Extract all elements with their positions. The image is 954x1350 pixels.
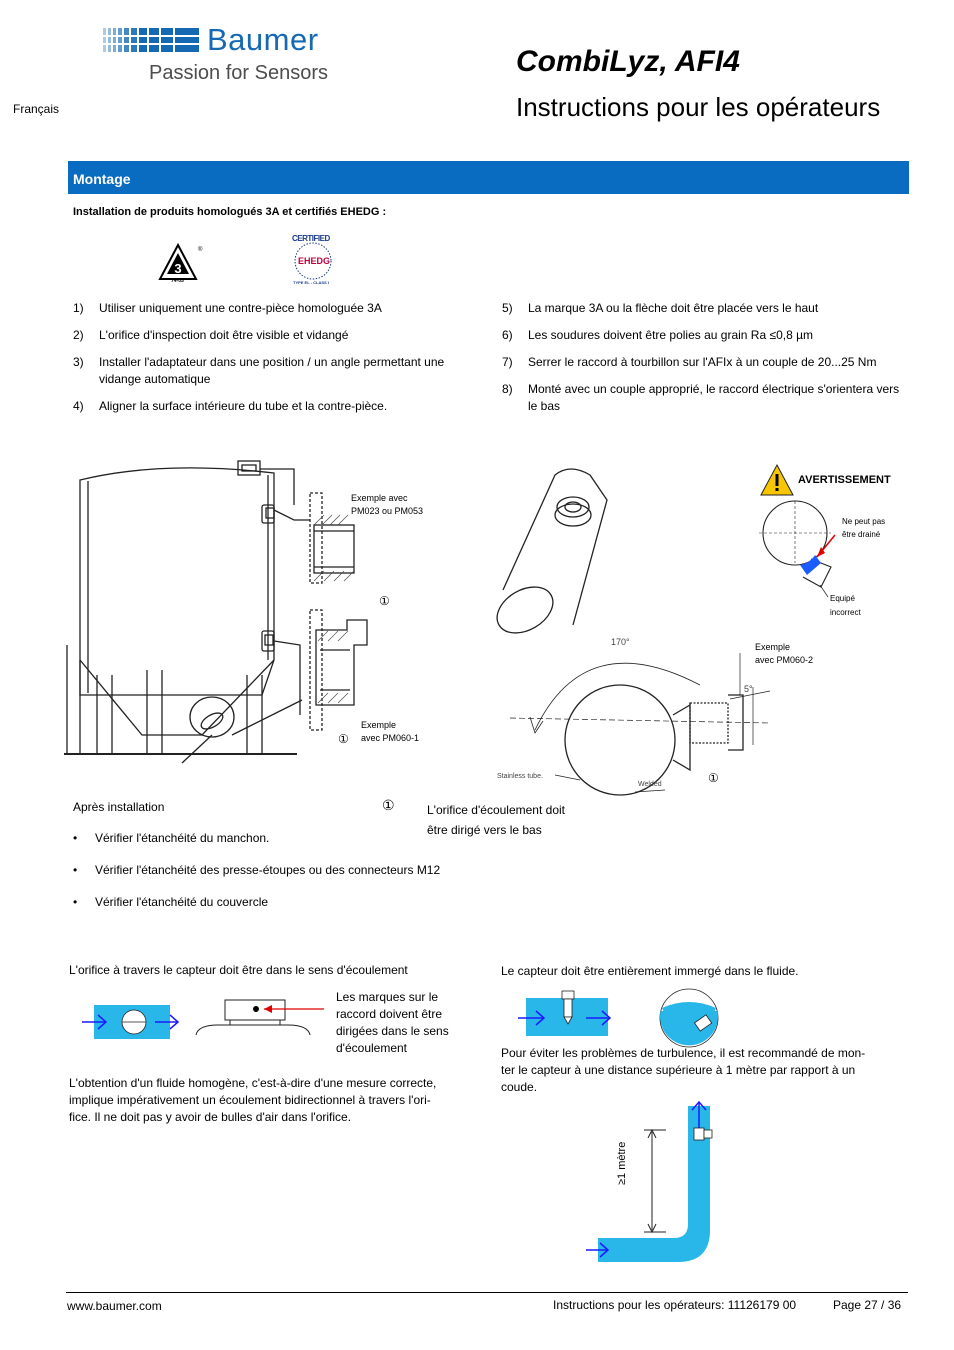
- baumer-logo: [103, 22, 333, 86]
- homogeneous-text: L'obtention d'un fluide homogène, c'est-à-dire d'une mesure correcte, implique impérativement un écoulement bidirectionnel à travers l'ori- fice. Il ne doit pas y avoir de bulles d'air dans l'orifice.: [69, 1076, 437, 1124]
- marker-1-right: ①: [708, 771, 719, 785]
- list-item: • Vérifier l'étanchéité du couvercle: [73, 895, 269, 909]
- list-item: 6) Les soudures doivent être polies au grain Ra ≤0,8 µm: [502, 328, 813, 342]
- page-subtitle: Instructions pour les opérateurs: [516, 92, 881, 122]
- list-item: • Vérifier l'étanchéité des presse-étoupes ou des connecteurs M12: [73, 863, 441, 877]
- steps-right-list: [502, 300, 902, 415]
- marker-1-note: ①: [382, 797, 395, 813]
- section-intro: Installation de produits homologués 3A et certifiés EHEDG :: [73, 206, 387, 218]
- logo-mark-icon: [103, 26, 203, 56]
- section-bar: [68, 161, 909, 194]
- brand-name: Baumer: [207, 22, 319, 57]
- immersion-diagram: [514, 988, 754, 1048]
- 3a-code: 74-05: [171, 278, 184, 284]
- warning-label: AVERTISSEMENT: [798, 474, 891, 486]
- tube-diagram: [495, 455, 915, 805]
- ehedg-top-text: CERTIFIED: [292, 234, 330, 243]
- ehedg-mid-text: EHEDG: [298, 256, 331, 266]
- 3a-logo-icon: [160, 243, 203, 283]
- page-title: CombiLyz, AFI4: [516, 45, 740, 78]
- steps-left-list: [73, 300, 478, 415]
- list-item: • Vérifier l'étanchéité du manchon.: [73, 831, 270, 845]
- label-pm060-2: Exemple avec PM060-2: [755, 642, 814, 665]
- label-stainless: Stainless tube.: [497, 773, 543, 780]
- marks-text: Les marques sur le raccord doivent être dirigées dans le sens d'écoulement: [336, 990, 449, 1055]
- list-item: 4) Aligner la surface intérieure du tube et la contre-pièce.: [73, 399, 388, 413]
- section-title: Montage: [73, 171, 131, 187]
- ehedg-logo: [292, 232, 334, 288]
- elbow-pipe-diagram: [582, 1100, 762, 1280]
- language-label: Français: [13, 102, 60, 116]
- label-incorrect: Equipé incorrect: [830, 594, 861, 617]
- svg-text:®: ®: [198, 247, 203, 253]
- drain-note: L'orifice d'écoulement doit être dirigé vers le bas: [427, 803, 565, 837]
- footer-divider: [66, 1292, 908, 1293]
- label-5deg: 5°: [744, 684, 753, 694]
- warning-icon: [761, 465, 795, 497]
- brand-tagline: Passion for Sensors: [149, 62, 328, 84]
- footer-doc-number: Instructions pour les opérateurs: 11126179 00: [553, 1298, 797, 1312]
- label-pm023: Exemple avec PM023 ou PM053: [351, 493, 424, 516]
- label-not-drained: Ne peut pas être drainé: [842, 517, 886, 539]
- orifice-flow-diagram: [80, 995, 340, 1045]
- list-item: 5) La marque 3A ou la flèche doit être placée vers le haut: [502, 301, 819, 315]
- label-170: 170°: [611, 637, 630, 647]
- list-item: 2) L'orifice d'inspection doit être visible et vidangé: [73, 328, 349, 342]
- turbulence-text: Pour éviter les problèmes de turbulence, il est recommandé de mon- ter le capteur à une distance supérieure à 1 mètre par rapport à un coude.: [501, 1046, 866, 1094]
- marker-1-lower: ①: [338, 732, 349, 746]
- list-item: 1) Utiliser uniquement une contre-pièce homologuée 3A: [73, 301, 382, 315]
- footer-website[interactable]: www.baumer.com: [67, 1299, 162, 1313]
- footer-page-number: Page 27 / 36: [833, 1298, 902, 1312]
- after-install-list: [73, 830, 493, 911]
- immersed-text: Le capteur doit être entièrement immergé dans le fluide.: [501, 964, 799, 978]
- distance-label: ≥1 mètre: [616, 1141, 628, 1185]
- list-item: 3) Installer l'adaptateur dans une position / un angle permettant une vidange automatique: [73, 355, 445, 386]
- orifice-text: L'orifice à travers le capteur doit être dans le sens d'écoulement: [69, 963, 408, 977]
- after-install-heading: Après installation: [73, 800, 165, 814]
- list-item: 7) Serrer le raccord à tourbillon sur l'AFIx à un couple de 20...25 Nm: [502, 355, 877, 369]
- label-pm060-1: Exemple avec PM060-1: [361, 720, 420, 743]
- list-item: 8) Monté avec un couple approprié, le raccord électrique s'orientera vers le bas: [502, 382, 900, 413]
- marker-1-upper: ①: [379, 594, 390, 608]
- label-welded: Welded: [638, 781, 662, 788]
- svg-text:3: 3: [174, 261, 182, 276]
- ehedg-bottom-text: TYPE EL - CLASS I: [293, 280, 329, 285]
